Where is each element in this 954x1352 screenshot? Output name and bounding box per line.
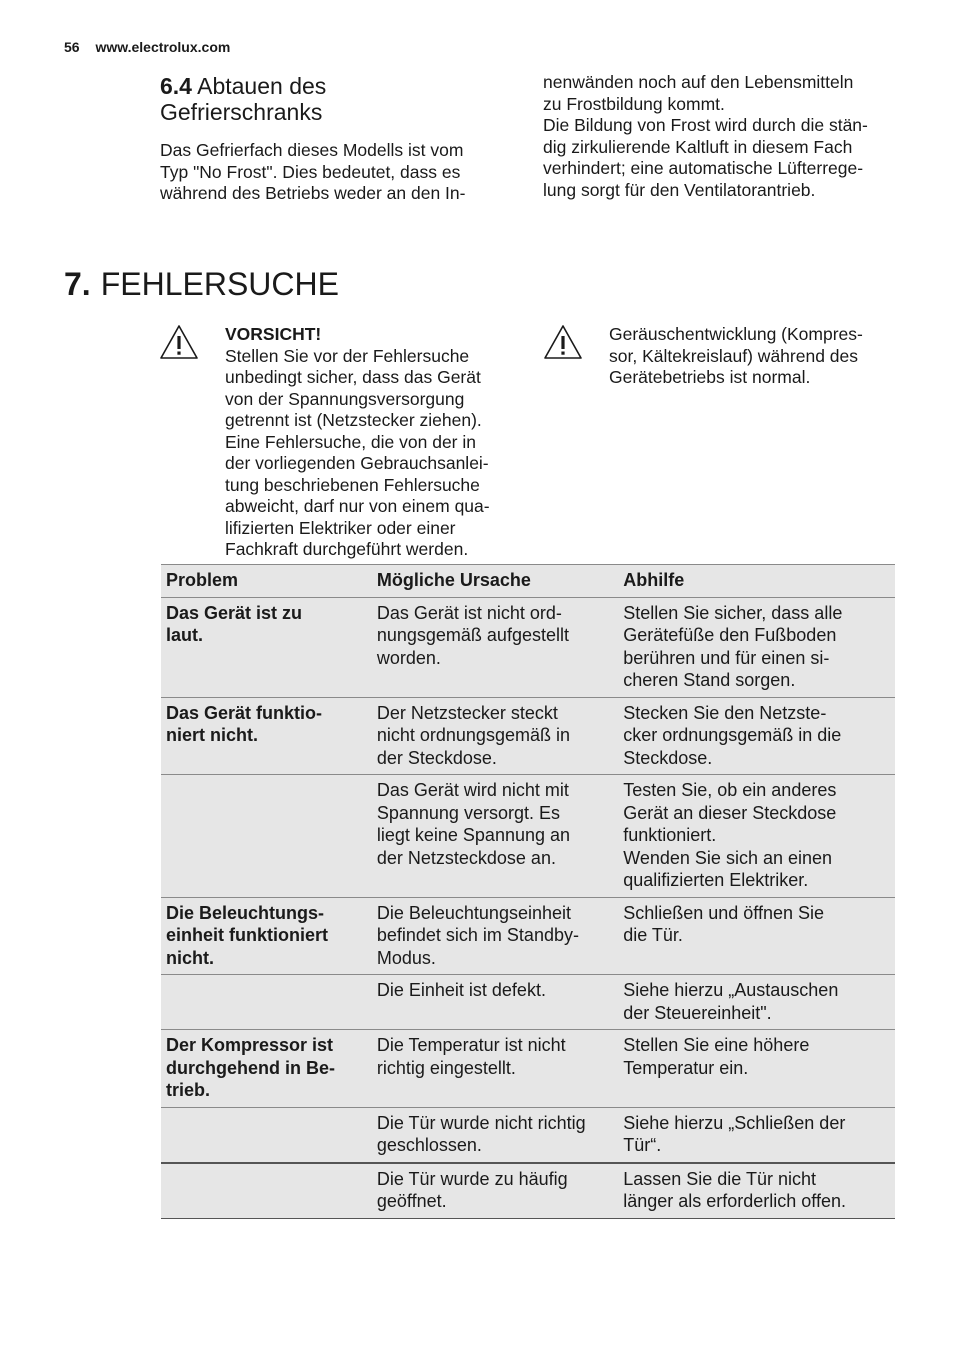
text-line: Fachkraft durchgeführt werden. — [225, 539, 469, 559]
warning-triangle-icon — [159, 324, 199, 360]
problem-cell: Das Gerät funktio- niert nicht. — [161, 697, 372, 775]
cause-cell: Das Gerät wird nicht mit Spannung versorgt. Es liegt keine Spannung an der Netzsteckdose an. — [372, 775, 618, 898]
text-line: lifizierten Elektriker oder einer — [225, 517, 456, 538]
text-line: zu Frostbildung kommt. — [543, 93, 725, 114]
section-number: 6.4 — [160, 73, 192, 99]
section-6-4-text-left — [160, 140, 500, 205]
table-row — [161, 975, 895, 1030]
cause-cell: Die Beleuchtungseinheit befindet sich im Standby- Modus. — [372, 897, 618, 975]
remedy-cell: Schließen und öffnen Sie die Tür. — [618, 897, 895, 975]
caution-title: VORSICHT! — [225, 324, 322, 344]
remedy-cell: Stellen Sie sicher, dass alle Gerätefüße den Fußboden berühren und für einen si- cheren Stand sorgen. — [618, 597, 895, 697]
cause-cell: Die Temperatur ist nicht richtig eingestellt. — [372, 1030, 618, 1108]
text-line: Typ "No Frost". Dies bedeutet, dass es — [160, 161, 461, 182]
column-header-remedy: Abhilfe — [618, 565, 895, 598]
text-line: während des Betriebs weder an den In- — [160, 183, 466, 203]
table-row — [161, 897, 895, 975]
text-line: Gerätebetriebs ist normal. — [609, 367, 811, 387]
remedy-cell: Testen Sie, ob ein anderes Gerät an dieser Steckdose funktioniert. Wenden Sie sich an einen qualifizierten Elektriker. — [618, 775, 895, 898]
text-line: Die Bildung von Frost wird durch die stän- — [543, 115, 868, 135]
text-line: lung sorgt für den Ventilatorantrieb. — [543, 179, 816, 200]
text-line: getrennt ist (Netzstecker ziehen). — [225, 410, 482, 430]
text-line: von der Spannungsversorgung — [225, 388, 465, 409]
table-header-row — [161, 565, 895, 598]
table-row — [161, 597, 895, 697]
text-line: der vorliegenden Gebrauchsanlei- — [225, 453, 489, 473]
text-line: dig zirkulierende Kaltluft in diesem Fach — [543, 136, 853, 157]
cause-cell: Das Gerät ist nicht ord- nungsgemäß aufgestellt worden. — [372, 597, 618, 697]
page-number: 56 — [64, 39, 80, 55]
column-header-cause: Mögliche Ursache — [372, 565, 618, 598]
text-line: Das Gefrierfach dieses Modells ist vom — [160, 140, 464, 160]
section-7-heading — [64, 264, 339, 304]
problem-cell — [161, 975, 372, 1030]
cause-cell: Der Netzstecker steckt nicht ordnungsgemäß in der Steckdose. — [372, 697, 618, 775]
text-line: Stellen Sie vor der Fehlersuche — [225, 345, 470, 366]
website-link[interactable]: www.electrolux.com — [95, 39, 231, 55]
section-number: 7. — [64, 266, 91, 302]
text-line: abweicht, darf nur von einem qua- — [225, 496, 490, 516]
problem-cell — [161, 775, 372, 898]
problem-cell: Der Kompressor ist durchgehend in Be- trieb. — [161, 1030, 372, 1108]
cause-cell: Die Einheit ist defekt. — [372, 975, 618, 1030]
caution-text — [225, 324, 525, 561]
text-line: Geräuschentwicklung (Kompres- — [609, 324, 863, 344]
text-line: unbedingt sicher, dass das Gerät — [225, 367, 481, 387]
remedy-cell: Lassen Sie die Tür nicht länger als erforderlich offen. — [618, 1163, 895, 1219]
section-6-4-text-right — [543, 72, 903, 201]
troubleshooting-table — [161, 564, 895, 1219]
text-line: tung beschriebenen Fehlersuche — [225, 474, 480, 495]
cause-cell: Die Tür wurde nicht richtig geschlossen. — [372, 1107, 618, 1163]
table-row — [161, 697, 895, 775]
column-header-problem: Problem — [161, 565, 372, 598]
warning-triangle-icon — [543, 324, 583, 360]
remedy-cell: Stecken Sie den Netzste- cker ordnungsgemäß in die Steckdose. — [618, 697, 895, 775]
problem-cell — [161, 1107, 372, 1163]
remedy-cell: Siehe hierzu „Schließen der Tür“. — [618, 1107, 895, 1163]
text-line: sor, Kältekreislauf) während des — [609, 345, 859, 366]
text-line: verhindert; eine automatische Lüfterrege- — [543, 158, 864, 178]
text-line: Eine Fehlersuche, die von der in — [225, 431, 476, 452]
section-title: Abtauen des Gefrierschranks — [160, 73, 327, 125]
table-row — [161, 1107, 895, 1163]
page-header — [64, 39, 230, 55]
table-row — [161, 1030, 895, 1108]
problem-cell — [161, 1163, 372, 1219]
remedy-cell: Stellen Sie eine höhere Temperatur ein. — [618, 1030, 895, 1108]
table-row — [161, 1163, 895, 1219]
remedy-cell: Siehe hierzu „Austauschen der Steuereinheit". — [618, 975, 895, 1030]
cause-cell: Die Tür wurde zu häufig geöffnet. — [372, 1163, 618, 1219]
problem-cell: Das Gerät ist zu laut. — [161, 597, 372, 697]
table-row — [161, 775, 895, 898]
text-line: nenwänden noch auf den Lebensmitteln — [543, 72, 854, 92]
problem-cell: Die Beleuchtungs- einheit funktioniert nicht. — [161, 897, 372, 975]
noise-text — [609, 324, 909, 389]
section-title: FEHLERSUCHE — [100, 266, 339, 302]
section-6-4-heading — [160, 73, 500, 125]
